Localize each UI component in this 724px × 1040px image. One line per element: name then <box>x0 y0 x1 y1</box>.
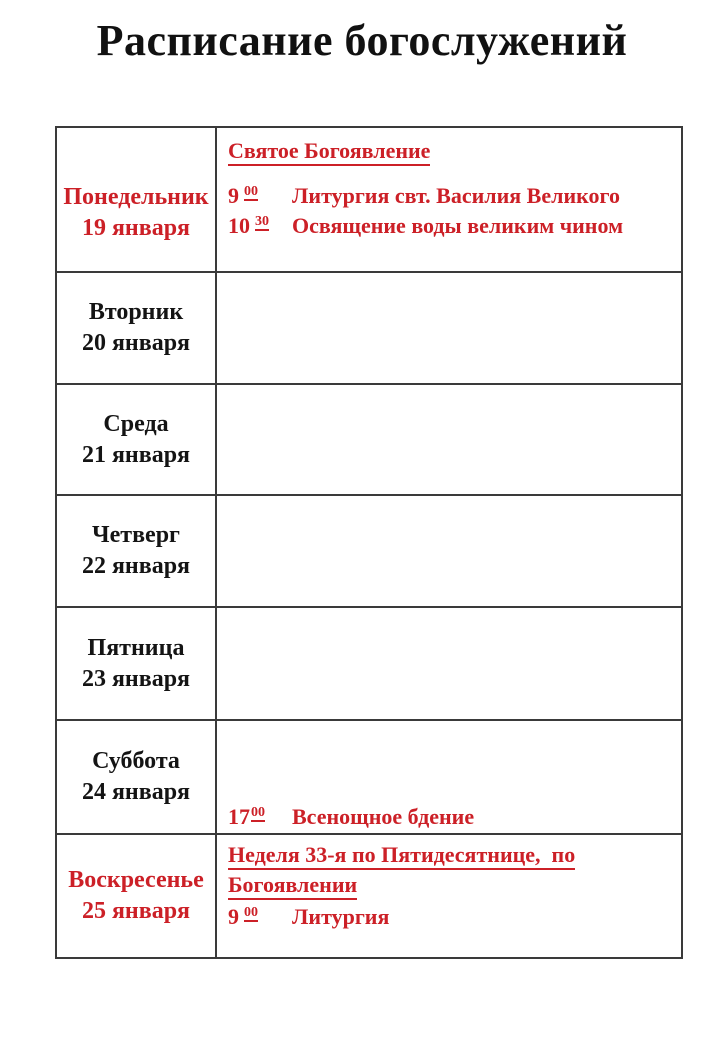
table-row-thursday <box>57 494 681 606</box>
page-title: Расписание богослужений <box>96 16 628 65</box>
service-title: Литургия свт. Василия Великого <box>292 183 620 209</box>
table-row-saturday <box>57 719 681 833</box>
service-time: 10 $^{30}$ <box>228 212 269 238</box>
feast-heading-line: Неделя 33-я по Пятидесятнице, по <box>228 840 669 870</box>
services-cell-thursday <box>217 496 681 606</box>
service-entry <box>228 802 669 832</box>
services-cell-sunday <box>217 835 681 957</box>
day-date: 25 января <box>81 898 191 924</box>
service-time: 9 $^{00}$ <box>228 903 258 929</box>
service-entry <box>228 181 669 211</box>
services-cell-monday <box>217 128 681 271</box>
day-name: Четверг <box>92 522 180 549</box>
service-title: Освящение воды великим чином <box>292 212 624 238</box>
services-cell-tuesday <box>217 273 681 383</box>
day-cell-monday <box>57 128 217 271</box>
day-name: Воскресенье <box>68 867 204 894</box>
service-list <box>228 181 669 241</box>
table-row-sunday <box>57 833 681 957</box>
table-row-tuesday <box>57 271 681 383</box>
feast-heading: Святое Богоявление <box>228 136 669 165</box>
day-cell-thursday <box>57 496 217 606</box>
day-name: Понедельник <box>63 183 209 210</box>
services-cell-friday <box>217 608 681 719</box>
services-cell-saturday <box>217 721 681 833</box>
time-superscript: 00 <box>244 184 258 200</box>
day-name: Суббота <box>92 748 180 775</box>
day-name: Пятница <box>87 634 185 661</box>
day-date: 20 января <box>81 330 191 356</box>
service-title: Литургия <box>292 903 390 929</box>
service-entry <box>228 902 669 932</box>
time-superscript: 00 <box>251 805 265 821</box>
service-entry <box>228 211 669 241</box>
day-date: 21 января <box>81 441 191 468</box>
feast-heading-line: Богоявлении <box>228 870 669 900</box>
time-superscript: 00 <box>244 904 258 920</box>
services-cell-wednesday <box>217 385 681 494</box>
table-row-wednesday <box>57 383 681 494</box>
table-row-monday <box>57 128 681 271</box>
day-name: Вторник <box>88 299 184 326</box>
service-time: 9 $^{00}$ <box>228 183 258 209</box>
schedule-table <box>55 126 683 959</box>
day-date: 24 января <box>81 779 191 805</box>
day-date: 22 января <box>81 553 191 579</box>
day-cell-sunday <box>57 835 217 957</box>
service-time: $17^{00}$ <box>228 804 265 830</box>
day-name: Среда <box>103 410 169 437</box>
day-date: 23 января <box>81 665 191 692</box>
day-cell-saturday <box>57 721 217 833</box>
day-cell-wednesday <box>57 385 217 494</box>
day-cell-tuesday <box>57 273 217 383</box>
service-title: Всенощное бдение <box>292 804 475 830</box>
day-cell-friday <box>57 608 217 719</box>
time-superscript: 30 <box>255 213 269 229</box>
day-date: 19 января <box>81 214 191 241</box>
table-row-friday <box>57 606 681 719</box>
